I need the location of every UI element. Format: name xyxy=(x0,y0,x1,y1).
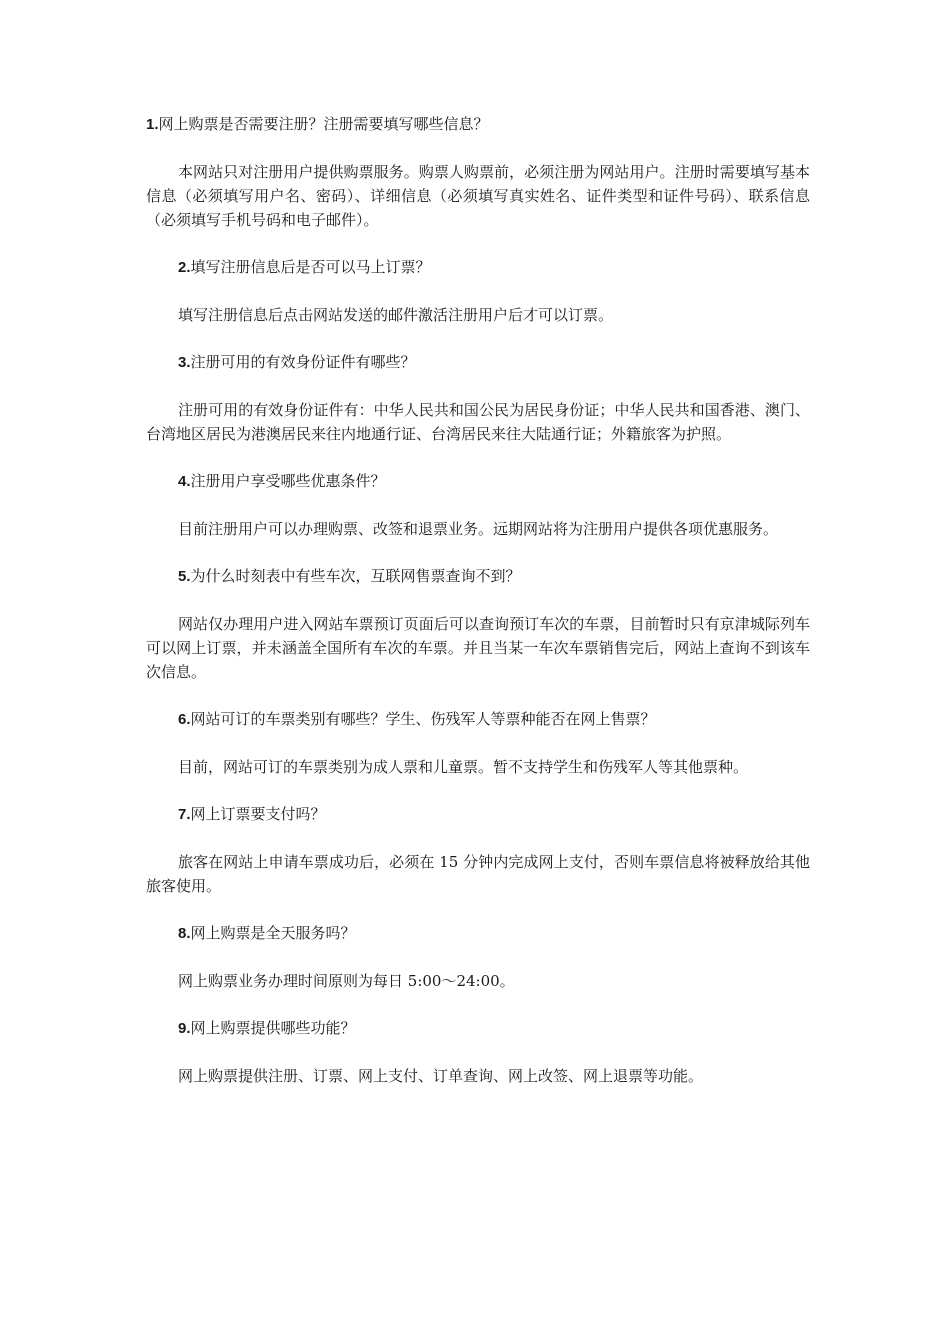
faq-item-6 xyxy=(146,707,810,779)
faq-question xyxy=(146,707,810,732)
question-text: 网站可订的车票类别有哪些？学生、伤残军人等票种能否在网上售票？ xyxy=(190,710,656,728)
question-text: 注册用户享受哪些优惠条件？ xyxy=(190,472,386,490)
faq-item-4 xyxy=(146,469,810,541)
question-text: 网上购票是否需要注册？注册需要填写哪些信息？ xyxy=(158,115,489,133)
question-text: 填写注册信息后是否可以马上订票？ xyxy=(190,258,431,276)
faq-item-2 xyxy=(146,255,810,327)
faq-answer: 目前，网站可订的车票类别为成人票和儿童票。暂不支持学生和伤残军人等其他票种。 xyxy=(178,758,749,776)
question-text: 网上购票是全天服务吗？ xyxy=(190,924,356,942)
faq-question xyxy=(146,255,810,280)
question-number: 9. xyxy=(178,1020,191,1037)
faq-answer: 网上购票业务办理时间原则为每日 5:00～24:00。 xyxy=(178,972,515,990)
faq-question xyxy=(146,350,810,375)
question-number: 8. xyxy=(178,925,191,942)
question-number: 7. xyxy=(178,806,191,823)
question-text: 网上订票要支付吗？ xyxy=(190,805,326,823)
faq-answer: 填写注册信息后点击网站发送的邮件激活注册用户后才可以订票。 xyxy=(178,306,614,324)
faq-item-5 xyxy=(146,564,810,684)
faq-question xyxy=(146,564,810,589)
question-text: 为什么时刻表中有些车次，互联网售票查询不到？ xyxy=(190,567,521,585)
faq-item-1 xyxy=(146,112,810,232)
faq-item-9 xyxy=(146,1016,810,1088)
question-number: 4. xyxy=(178,473,191,490)
faq-item-3 xyxy=(146,350,810,446)
question-number: 6. xyxy=(178,711,191,728)
question-number: 3. xyxy=(178,354,191,371)
faq-question xyxy=(146,921,810,946)
faq-answer: 网上购票提供注册、订票、网上支付、订单查询、网上改签、网上退票等功能。 xyxy=(178,1067,704,1085)
faq-answer: 网站仅办理用户进入网站车票预订页面后可以查询预订车次的车票，目前暂时只有京津城际列车可以网上订票，并未涵盖全国所有车次的车票。并且当某一车次车票销售完后，网站上查询不到该车次信息。 xyxy=(146,615,810,681)
question-number: 2. xyxy=(178,259,191,276)
question-text: 注册可用的有效身份证件有哪些？ xyxy=(190,353,416,371)
question-number: 5. xyxy=(178,568,191,585)
question-number: 1. xyxy=(146,116,159,133)
faq-content xyxy=(146,112,810,1111)
question-text: 网上购票提供哪些功能？ xyxy=(190,1019,356,1037)
faq-question xyxy=(146,1016,810,1041)
faq-question xyxy=(146,802,810,827)
faq-answer: 旅客在网站上申请车票成功后，必须在 15 分钟内完成网上支付，否则车票信息将被释放给其他旅客使用。 xyxy=(146,853,810,895)
faq-item-8 xyxy=(146,921,810,993)
faq-question xyxy=(146,112,810,137)
faq-question xyxy=(146,469,810,494)
faq-answer: 目前注册用户可以办理购票、改签和退票业务。远期网站将为注册用户提供各项优惠服务。 xyxy=(178,520,779,538)
faq-item-7 xyxy=(146,802,810,898)
faq-answer: 本网站只对注册用户提供购票服务。购票人购票前，必须注册为网站用户。注册时需要填写基本信息（必须填写用户名、密码）、详细信息（必须填写真实姓名、证件类型和证件号码）、联系信息（必须填写手机号码和电子邮件）。 xyxy=(146,163,810,229)
faq-answer: 注册可用的有效身份证件有：中华人民共和国公民为居民身份证；中华人民共和国香港、澳门、台湾地区居民为港澳居民来往内地通行证、台湾居民来往大陆通行证；外籍旅客为护照。 xyxy=(146,401,810,443)
